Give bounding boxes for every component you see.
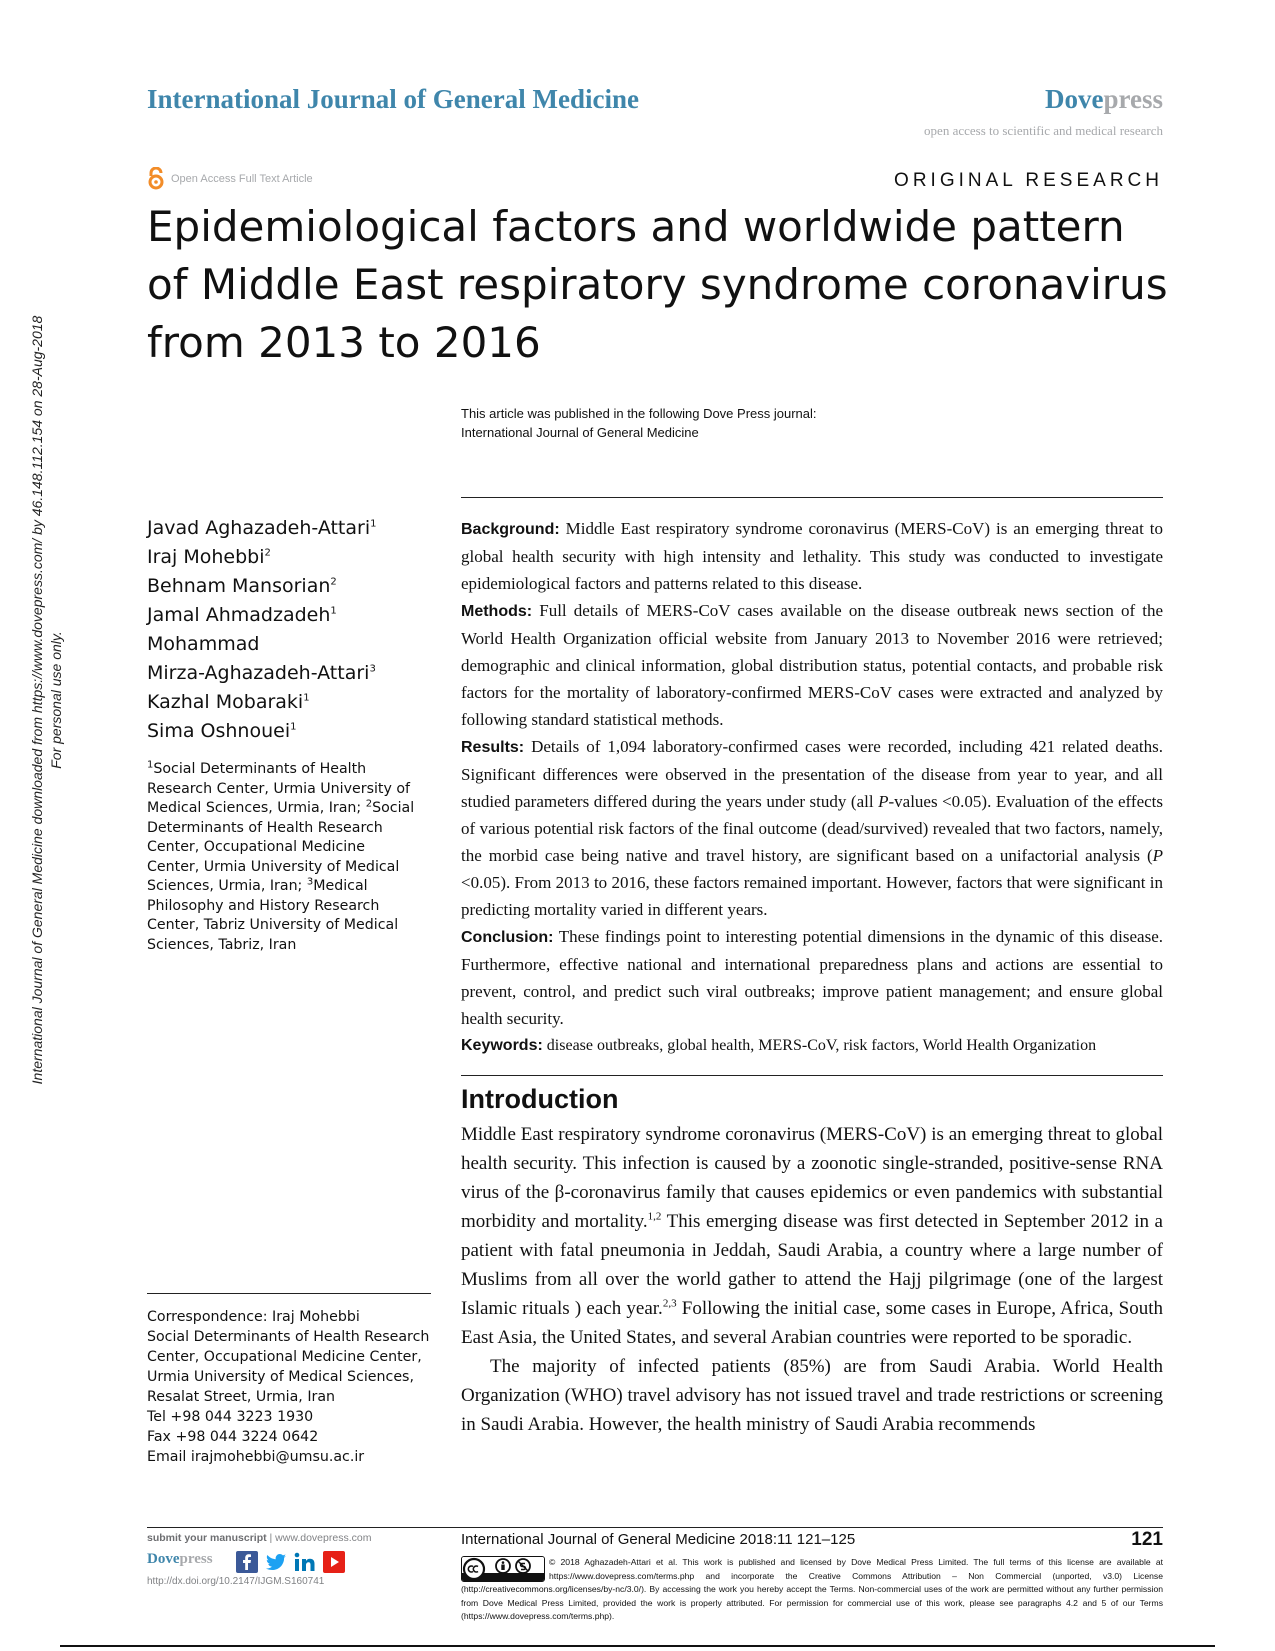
introduction-paragraph: Middle East respiratory syndrome coronavirus (MERS-CoV) is an emerging threat to global health security. This infection is caused by a zoonotic single-stranded, positive-sense RNA virus of the β-coronavirus family that causes epidemics or even pandemics with substantial morbidity and mortality.$^{1,2}$ This emerging disease was first detected in September 2012 in a patient with fatal pneumonia in Jeddah, Saudi Arabia, a country where a large number of Muslims from all over the world gather to attend the Hajj pilgrimage (one of the largest Islamic rituals ) each year.$^{2,3}$ Following the initial case, some cases in Europe, Africa, South East Asia, the United States, and several Arabian countries were reported to be sporadic. <box>461 1124 1164 1348</box>
author: Jamal Ahmadzadeh$^1$ <box>147 604 337 626</box>
watermark-line-1: International Journal of General Medicine downloaded from https://www.dovepress.com/ by 46.148.112.154 on 28-Aug-2018 <box>29 315 45 1085</box>
abstract-bottom-rule <box>461 1075 1163 1076</box>
correspondence-rule <box>147 1293 431 1294</box>
open-access-icon <box>147 167 165 191</box>
introduction-paragraph: The majority of infected patients (85%) are from Saudi Arabia. World Health Organization (WHO) travel advisory has not issued travel and trade restrictions or screening in Saudi Arabia. However, the health ministry of Saudi Arabia recommends <box>461 1356 1163 1435</box>
title-line: from 2013 to 2016 <box>147 318 541 367</box>
abstract <box>461 515 1163 1059</box>
abstract-top-rule <box>461 497 1163 498</box>
publisher-tagline: open access to scientific and medical research <box>924 123 1163 138</box>
author: Mohammad <box>147 633 260 655</box>
dovepress-logo[interactable] <box>1045 84 1163 115</box>
author-list <box>147 514 377 746</box>
author: Behnam Mansorian$^2$ <box>147 575 337 597</box>
doi-link[interactable]: http://dx.doi.org/10.2147/IJGM.S160741 <box>147 1576 325 1587</box>
abstract-background: Background: Middle East respiratory syndrome coronavirus (MERS-CoV) is an emerging threat to global health security with high intensity and lethality. This study was conducted to investigate epidemiological factors and patterns related to this disease. <box>461 519 1163 593</box>
footer-rule <box>147 1527 1163 1528</box>
introduction-body <box>461 1120 1163 1439</box>
journal-title[interactable]: International Journal of General Medicine <box>147 84 639 114</box>
title-line: Epidemiological factors and worldwide pattern <box>147 202 1125 251</box>
author: Iraj Mohebbi$^2$ <box>147 546 271 568</box>
social-links <box>236 1551 345 1573</box>
footer-dovepress-logo[interactable]: Dovepress <box>147 1551 213 1567</box>
open-access-label: Open Access Full Text Article <box>171 173 313 185</box>
license-statement: © 2018 Aghazadeh-Attari et al. This work is published and licensed by Dove Medical Press Limited. The full terms of this license are available at https://www.dovepress.com/terms.php and incorporate the Creative Commons Attribution – Non Commercial (unported, v3.0) License (http://creativecommons.org/licenses/by-nc/3.0/). By accessing the work you hereby accept the Terms. Non-commercial uses of the work are permitted without any further permission from Dove Medical Press Limited, provided the work is properly attributed. For permission for commercial use of this work, please see paragraphs 4.2 and 5 of our Terms (https://www.dovepress.com/terms.php). <box>461 1557 1163 1622</box>
title-line: of Middle East respiratory syndrome coronavirus <box>147 260 1168 309</box>
abstract-conclusion: Conclusion: These findings point to interesting potential dimensions in the dynamic of this disease. Furthermore, effective national and international preparedness plans and actions are essential to prevent, control, and predict such viral outbreaks; improve patient management; and ensure global health security. <box>461 927 1163 1028</box>
logo-press: press <box>1103 84 1163 114</box>
abstract-results: Results: Details of 1,094 laboratory-confirmed cases were recorded, including 421 related deaths. Significant differences were observed in the presentation of the disease from year to year, and all studied parameters differed during the years under study (all P-values <0.05). Evaluation of the effects of various potential risk factors of the final outcome (dead/survived) revealed that two factors, namely, the morbid case being native and travel history, are significant based on a unifactorial analysis (P <0.05). From 2013 to 2016, these factors remained important. However, factors that were significant in predicting mortality varied in different years. <box>461 737 1164 919</box>
citation-ref[interactable]: 1,2 <box>647 1210 662 1223</box>
linkedin-icon[interactable] <box>294 1551 316 1573</box>
abstract-methods: Methods: Full details of MERS-CoV cases available on the disease outbreak news section of the World Health Organization official website from January 2013 to November 2016 were retrieved; demographic and clinical information, global distribution status, potential contacts, and probable risk factors for the mortality of laboratory-confirmed MERS-CoV cases were extracted and analyzed by following standard statistical methods. <box>461 601 1164 729</box>
correspondence: Correspondence: Iraj Mohebbi Social Determinants of Health Research Center, Occupational Medicine Center, Urmia University of Medical Sciences, Resalat Street, Urmia, Iran Tel +98 044 3223 1930 Fax +98 044 3224 0642 Email irajmohebbi@umsu.ac.ir <box>147 1309 430 1465</box>
journal-citation: International Journal of General Medicine 2018:11 121–125 <box>461 1531 856 1548</box>
published-note: This article was published in the following Dove Press journal: International Journal of General Medicine <box>461 406 817 440</box>
facebook-icon[interactable] <box>236 1551 258 1573</box>
correspondence-email[interactable]: Email irajmohebbi@umsu.ac.ir <box>147 1449 365 1465</box>
twitter-icon[interactable] <box>265 1551 287 1573</box>
download-watermark <box>28 270 108 1130</box>
submit-manuscript-link[interactable]: submit your manuscript | www.dovepress.com <box>147 1532 372 1544</box>
author: Sima Oshnouei$^1$ <box>147 720 297 742</box>
youtube-icon[interactable] <box>323 1551 345 1573</box>
page-number: 121 <box>1131 1529 1163 1550</box>
affiliations: $^1$Social Determinants of Health Research Center, Urmia University of Medical Sciences, Urmia, Iran; $^2$Social Determinants of Health Research Center, Occupational Medicine Center, Urmia University of Medical Sciences, Urmia, Iran; $^3$Medical Philosophy and History Research Center, Tabriz University of Medical Sciences, Tabriz, Iran <box>147 759 415 953</box>
article-title <box>147 198 1168 372</box>
introduction-heading: Introduction <box>461 1084 619 1114</box>
author: Mirza-Aghazadeh-Attari$^3$ <box>147 662 376 684</box>
abstract-keywords: Keywords: disease outbreaks, global health, MERS-CoV, risk factors, World Health Organization <box>461 1037 1097 1054</box>
citation-ref[interactable]: 2,3 <box>662 1297 677 1310</box>
author: Javad Aghazadeh-Attari$^1$ <box>147 517 377 539</box>
article-type: ORIGINAL RESEARCH <box>894 170 1163 191</box>
page-bottom-bar <box>60 1645 1215 1647</box>
watermark-line-2: For personal use only. <box>48 631 64 769</box>
logo-dove: Dove <box>1045 84 1104 114</box>
open-access-badge <box>147 167 313 191</box>
author: Kazhal Mobaraki$^1$ <box>147 691 310 713</box>
